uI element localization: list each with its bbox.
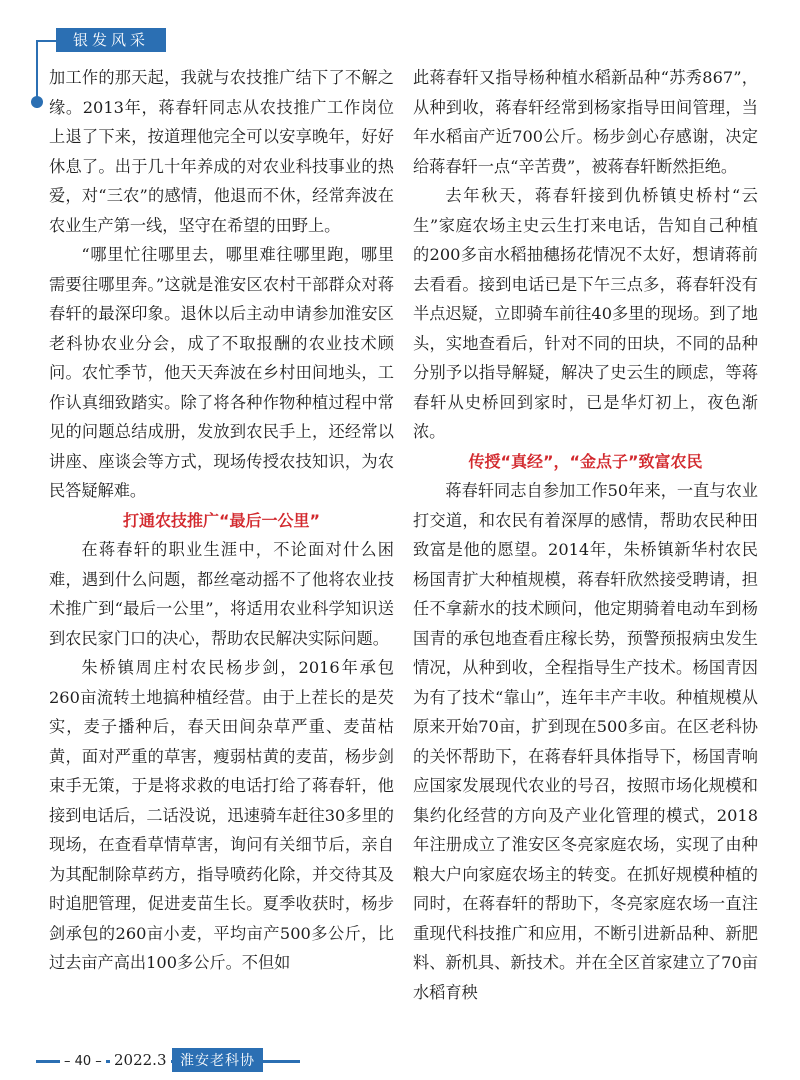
- page-footer: [0, 1036, 800, 1080]
- margin-dot: [31, 96, 43, 108]
- right-column: [413, 63, 758, 1007]
- section-heading: 传授“真经”，“金点子”致富农民: [468, 451, 703, 471]
- page-number: – 40 –: [60, 1054, 106, 1069]
- left-column: [49, 63, 394, 978]
- paragraph: 蒋春轩同志自参加工作50年来，一直与农业打交道，和农民有着深厚的感情，帮助农民种田致富是他的愿望。2014年，朱桥镇新华村农民杨国青扩大种植规模，蒋春轩欣然接受聘请，担任不拿薪水的技术顾问，他定期骑着电动车到杨国青的承包地查看庄稼长势，预警预报病虫发生情况，从种到收，全程指导生产技术。杨国青因为有了技术“靠山”，连年丰产丰收。种植规模从原来开始70亩，扩到现在500多亩。在区老科协的关怀帮助下，在蒋春轩具体指导下，杨国青响应国家发展现代农业的号召，按照市场化规模和集约化经营的方向及产业化管理的模式，2018年注册成立了淮安区冬亮家庭农场，实现了由种粮大户向家庭农场主的转变。在抓好规模种植的同时，在蒋春轩的帮助下，冬亮家庭农场一直注重现代科技推广和应用，不断引进新品种、新肥料、新机具、新技术。并在全区首家建立了70亩水稻育秧: [413, 481, 758, 1002]
- section-heading: 打通农技推广“最后一公里”: [122, 510, 321, 530]
- issue-number: 2022.3: [110, 1051, 171, 1069]
- paragraph: 去年秋天，蒋春轩接到仇桥镇史桥村“云生”家庭农场主史云生打来电话，告知自己种植的200多亩水稻抽穗扬花情况不太好，想请蒋前去看看。接到电话已是下午三点多，蒋春轩没有半点迟疑，立即骑车前往40多里的现场。到了地头，实地查看后，针对不同的田块，不同的品种分别予以指导解疑，解决了史云生的顾虑，等蒋春轩从史桥回到家时，已是华灯初上，夜色渐浓。: [413, 186, 758, 441]
- paragraph: 加工作的那天起，我就与农技推广结下了不解之缘。2013年，蒋春轩同志从农技推广工作岗位上退了下来，按道理他完全可以安享晚年，好好休息了。出于几十年养成的对农业科技事业的热爱，对“三农”的感情，他退而不休，经常奔波在农业生产第一线，坚守在希望的田野上。: [49, 68, 394, 235]
- paragraph: “哪里忙往哪里去，哪里难往哪里跑，哪里需要往哪里奔。”这就是淮安区农村干部群众对蒋春轩的最深印象。退休以后主动申请参加淮安区老科协农业分会，成了不取报酬的农业技术顾问。农忙季节，他天天奔波在乡村田间地头，工作认真细致踏实。除了将各种作物种植过程中常见的问题总结成册，发放到农民手上，还经常以讲座、座谈会等方式，现场传授农技知识，为农民答疑解难。: [49, 245, 394, 500]
- header-rule: [36, 40, 56, 42]
- paragraph: 此蒋春轩又指导杨种植水稻新品种“苏秀867”，从种到收，蒋春轩经常到杨家指导田间管理，当年水稻亩产近700公斤。杨步剑心存感谢，决定给蒋春轩一点“辛苦费”，被蒋春轩断然拒绝。: [413, 68, 758, 176]
- magazine-name: 淮安老科协: [172, 1048, 263, 1072]
- paragraph: 在蒋春轩的职业生涯中，不论面对什么困难，遇到什么问题，都丝毫动摇不了他将农业技术推广到“最后一公里”，将适用农业科学知识送到农民家门口的决心，帮助农民解决实际问题。: [49, 540, 394, 648]
- section-title: 银发风采: [56, 28, 166, 52]
- paragraph: 朱桥镇周庄村农民杨步剑，2016年承包260亩流转土地搞种植经营。由于上茬长的是芡实，麦子播种后，春天田间杂草严重、麦苗枯黄，面对严重的草害，瘦弱枯黄的麦苗，杨步剑束手无策，于是将求救的电话打给了蒋春轩，他接到电话后，二话没说，迅速骑车赶往30多里的现场，在查看草情草害，询问有关细节后，亲自为其配制除草药方，指导喷药化除，并交待其及时追肥管理，促进麦苗生长。夏季收获时，杨步剑承包的260亩小麦，平均亩产500多公斤，比过去亩产高出100多公斤。不但如: [49, 658, 394, 972]
